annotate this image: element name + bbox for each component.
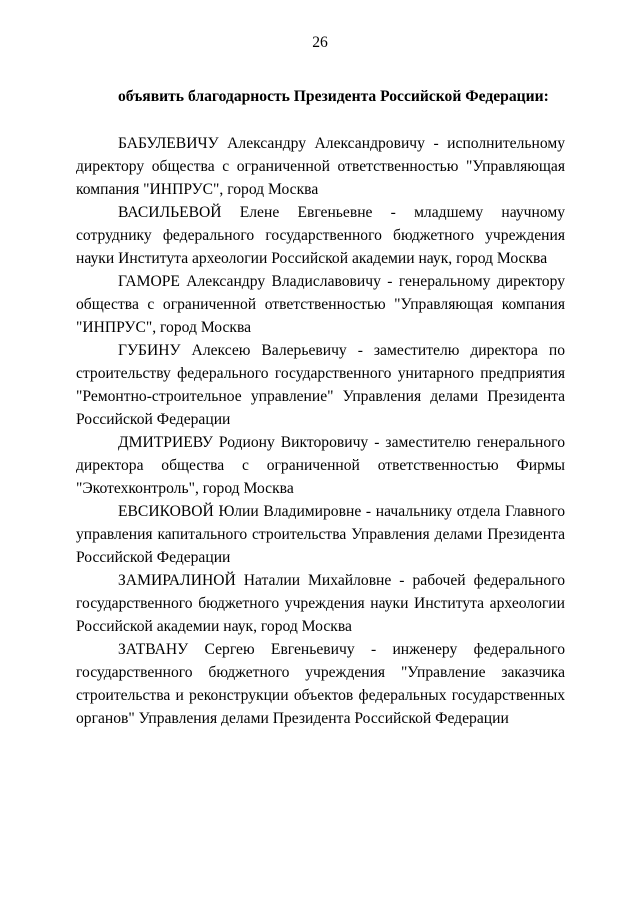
- decree-heading: объявить благодарность Президента Российской Федерации:: [118, 88, 549, 105]
- awardee-entry-5: ДМИТРИЕВУ Родиону Викторовичу - заместителю генерального директора общества с ограниченной ответственностью Фирмы "Экотехконтроль", город Москва: [76, 434, 565, 497]
- awardee-entry-1: БАБУЛЕВИЧУ Александру Александровичу - исполнительному директору общества с ограниченной ответственностью "Управляющая компания "ИНПРУС", город Москва: [76, 135, 565, 198]
- awardee-entry-8: ЗАТВАНУ Сергею Евгеньевичу - инженеру федерального государственного бюджетного учреждения "Управление заказчика строительства и реконструкции объектов федеральных государственных органов" Управления делами Президента Российской Федерации: [76, 641, 565, 727]
- awardee-entry-6: ЕВСИКОВОЙ Юлии Владимировне - начальнику отдела Главного управления капитального строительства Управления делами Президента Российской Федерации: [76, 503, 565, 566]
- awardee-list: [76, 132, 565, 730]
- awardee-entry-2: ВАСИЛЬЕВОЙ Елене Евгеньевне - младшему научному сотруднику федерального государственного бюджетного учреждения науки Института археологии Российской академии наук, город Москва: [76, 204, 565, 267]
- awardee-entry-3: ГАМОРЕ Александру Владиславовичу - генеральному директору общества с ограниченной ответственностью "Управляющая компания "ИНПРУС", город Москва: [76, 273, 565, 336]
- awardee-entry-4: ГУБИНУ Алексею Валерьевичу - заместителю директора по строительству федерального государственного унитарного предприятия "Ремонтно-строительное управление" Управления делами Президента Российской Федерации: [76, 342, 565, 428]
- awardee-entry-7: ЗАМИРАЛИНОЙ Наталии Михайловне - рабочей федерального государственного бюджетного учреждения науки Института археологии Российской академии наук, город Москва: [76, 572, 565, 635]
- page-number: 26: [312, 34, 328, 51]
